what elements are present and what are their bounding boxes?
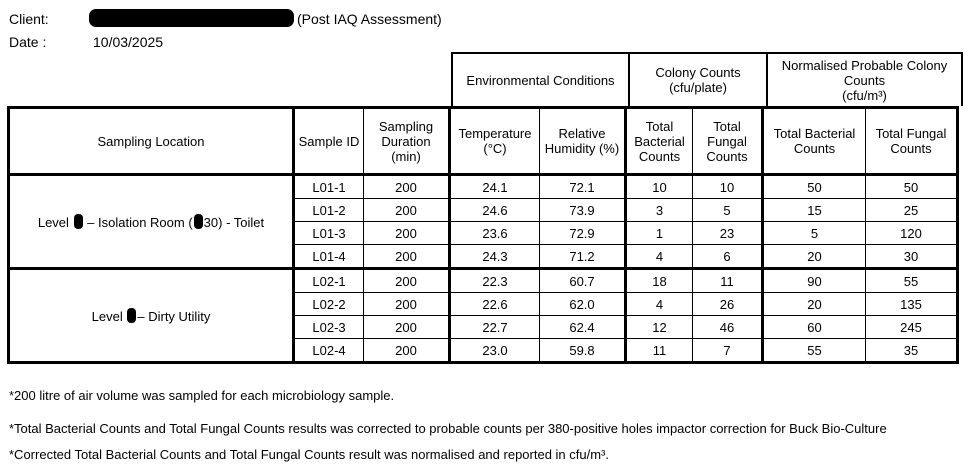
normalised-fungal-cell: 135 [866, 293, 958, 316]
sample-id-cell: L02-2 [294, 293, 364, 316]
humidity-cell: 72.1 [540, 175, 626, 199]
normalised-bacterial-cell: 20 [763, 245, 866, 269]
env-conditions-header: Environmental Conditions [452, 53, 629, 106]
col-sample-id: Sample ID [294, 108, 364, 175]
table-row [9, 269, 958, 293]
temperature-cell: 24.6 [450, 199, 540, 222]
fungal-count-cell: 26 [693, 293, 763, 316]
humidity-cell: 62.0 [540, 293, 626, 316]
column-header-row [9, 108, 958, 175]
date-label: Date : [9, 34, 47, 50]
sample-id-cell: L01-3 [294, 222, 364, 245]
duration-cell: 200 [364, 245, 450, 269]
normalised-bacterial-cell: 55 [763, 339, 866, 363]
temperature-cell: 24.3 [450, 245, 540, 269]
redaction-mark [194, 214, 203, 229]
temperature-cell: 22.3 [450, 269, 540, 293]
client-label: Client: [9, 11, 49, 27]
normalised-bacterial-cell: 15 [763, 199, 866, 222]
humidity-cell: 71.2 [540, 245, 626, 269]
normalised-fungal-cell: 30 [866, 245, 958, 269]
duration-cell: 200 [364, 269, 450, 293]
normalised-counts-header: Normalised Probable Colony Counts (cfu/m³) [767, 53, 962, 106]
sampling-location-cell: Level – Isolation Room ( 30) - Toilet [9, 175, 294, 269]
normalised-fungal-cell: 55 [866, 269, 958, 293]
normalised-fungal-cell: 25 [866, 199, 958, 222]
fungal-count-cell: 6 [693, 245, 763, 269]
sample-id-cell: L02-1 [294, 269, 364, 293]
fungal-count-cell: 10 [693, 175, 763, 199]
duration-cell: 200 [364, 316, 450, 339]
bacterial-count-cell: 4 [626, 245, 693, 269]
humidity-cell: 72.9 [540, 222, 626, 245]
footnote: *Total Bacterial Counts and Total Fungal Counts results was corrected to probable counts per 380-positive holes impactor correction for Buck Bio-Culture [9, 421, 887, 436]
group-header-table [451, 52, 963, 106]
temperature-cell: 22.7 [450, 316, 540, 339]
humidity-cell: 60.7 [540, 269, 626, 293]
normalised-bacterial-cell: 20 [763, 293, 866, 316]
fungal-count-cell: 23 [693, 222, 763, 245]
normalised-bacterial-cell: 60 [763, 316, 866, 339]
bacterial-count-cell: 1 [626, 222, 693, 245]
normalised-bacterial-cell: 5 [763, 222, 866, 245]
results-table [7, 106, 959, 364]
temperature-cell: 23.6 [450, 222, 540, 245]
col-relative-humidity: Relative Humidity (%) [540, 108, 626, 175]
redaction-mark [127, 308, 136, 323]
col-normalised-fungal-counts: Total Fungal Counts [866, 108, 958, 175]
normalised-fungal-cell: 245 [866, 316, 958, 339]
fungal-count-cell: 11 [693, 269, 763, 293]
sample-id-cell: L01-4 [294, 245, 364, 269]
bacterial-count-cell: 3 [626, 199, 693, 222]
humidity-cell: 62.4 [540, 316, 626, 339]
duration-cell: 200 [364, 293, 450, 316]
bacterial-count-cell: 4 [626, 293, 693, 316]
col-temperature: Temperature (°C) [450, 108, 540, 175]
col-total-fungal-counts: Total Fungal Counts [693, 108, 763, 175]
bacterial-count-cell: 12 [626, 316, 693, 339]
col-normalised-bacterial-counts: Total Bacterial Counts [763, 108, 866, 175]
sample-id-cell: L01-1 [294, 175, 364, 199]
normalised-fungal-cell: 35 [866, 339, 958, 363]
fungal-count-cell: 46 [693, 316, 763, 339]
duration-cell: 200 [364, 222, 450, 245]
normalised-bacterial-cell: 50 [763, 175, 866, 199]
col-sampling-duration: Sampling Duration (min) [364, 108, 450, 175]
footnote: *Corrected Total Bacterial Counts and Total Fungal Counts result was normalised and reported in cfu/m³. [9, 447, 609, 462]
sample-id-cell: L02-3 [294, 316, 364, 339]
col-total-bacterial-counts: Total Bacterial Counts [626, 108, 693, 175]
bacterial-count-cell: 11 [626, 339, 693, 363]
colony-counts-header: Colony Counts (cfu/plate) [629, 53, 767, 106]
fungal-count-cell: 7 [693, 339, 763, 363]
redacted-client-name [89, 9, 294, 27]
date-value: 10/03/2025 [93, 34, 164, 50]
humidity-cell: 59.8 [540, 339, 626, 363]
bacterial-count-cell: 18 [626, 269, 693, 293]
duration-cell: 200 [364, 339, 450, 363]
temperature-cell: 22.6 [450, 293, 540, 316]
duration-cell: 200 [364, 175, 450, 199]
sampling-location-cell: Level – Dirty Utility [9, 269, 294, 363]
footnote: *200 litre of air volume was sampled for each microbiology sample. [9, 388, 395, 403]
sample-id-cell: L02-4 [294, 339, 364, 363]
humidity-cell: 73.9 [540, 199, 626, 222]
normalised-fungal-cell: 120 [866, 222, 958, 245]
fungal-count-cell: 5 [693, 199, 763, 222]
normalised-bacterial-cell: 90 [763, 269, 866, 293]
temperature-cell: 23.0 [450, 339, 540, 363]
sample-id-cell: L01-2 [294, 199, 364, 222]
col-sampling-location: Sampling Location [9, 108, 294, 175]
table-row [9, 175, 958, 199]
client-suffix: (Post IAQ Assessment) [297, 11, 442, 27]
normalised-fungal-cell: 50 [866, 175, 958, 199]
duration-cell: 200 [364, 199, 450, 222]
redaction-mark [74, 214, 83, 229]
bacterial-count-cell: 10 [626, 175, 693, 199]
temperature-cell: 24.1 [450, 175, 540, 199]
